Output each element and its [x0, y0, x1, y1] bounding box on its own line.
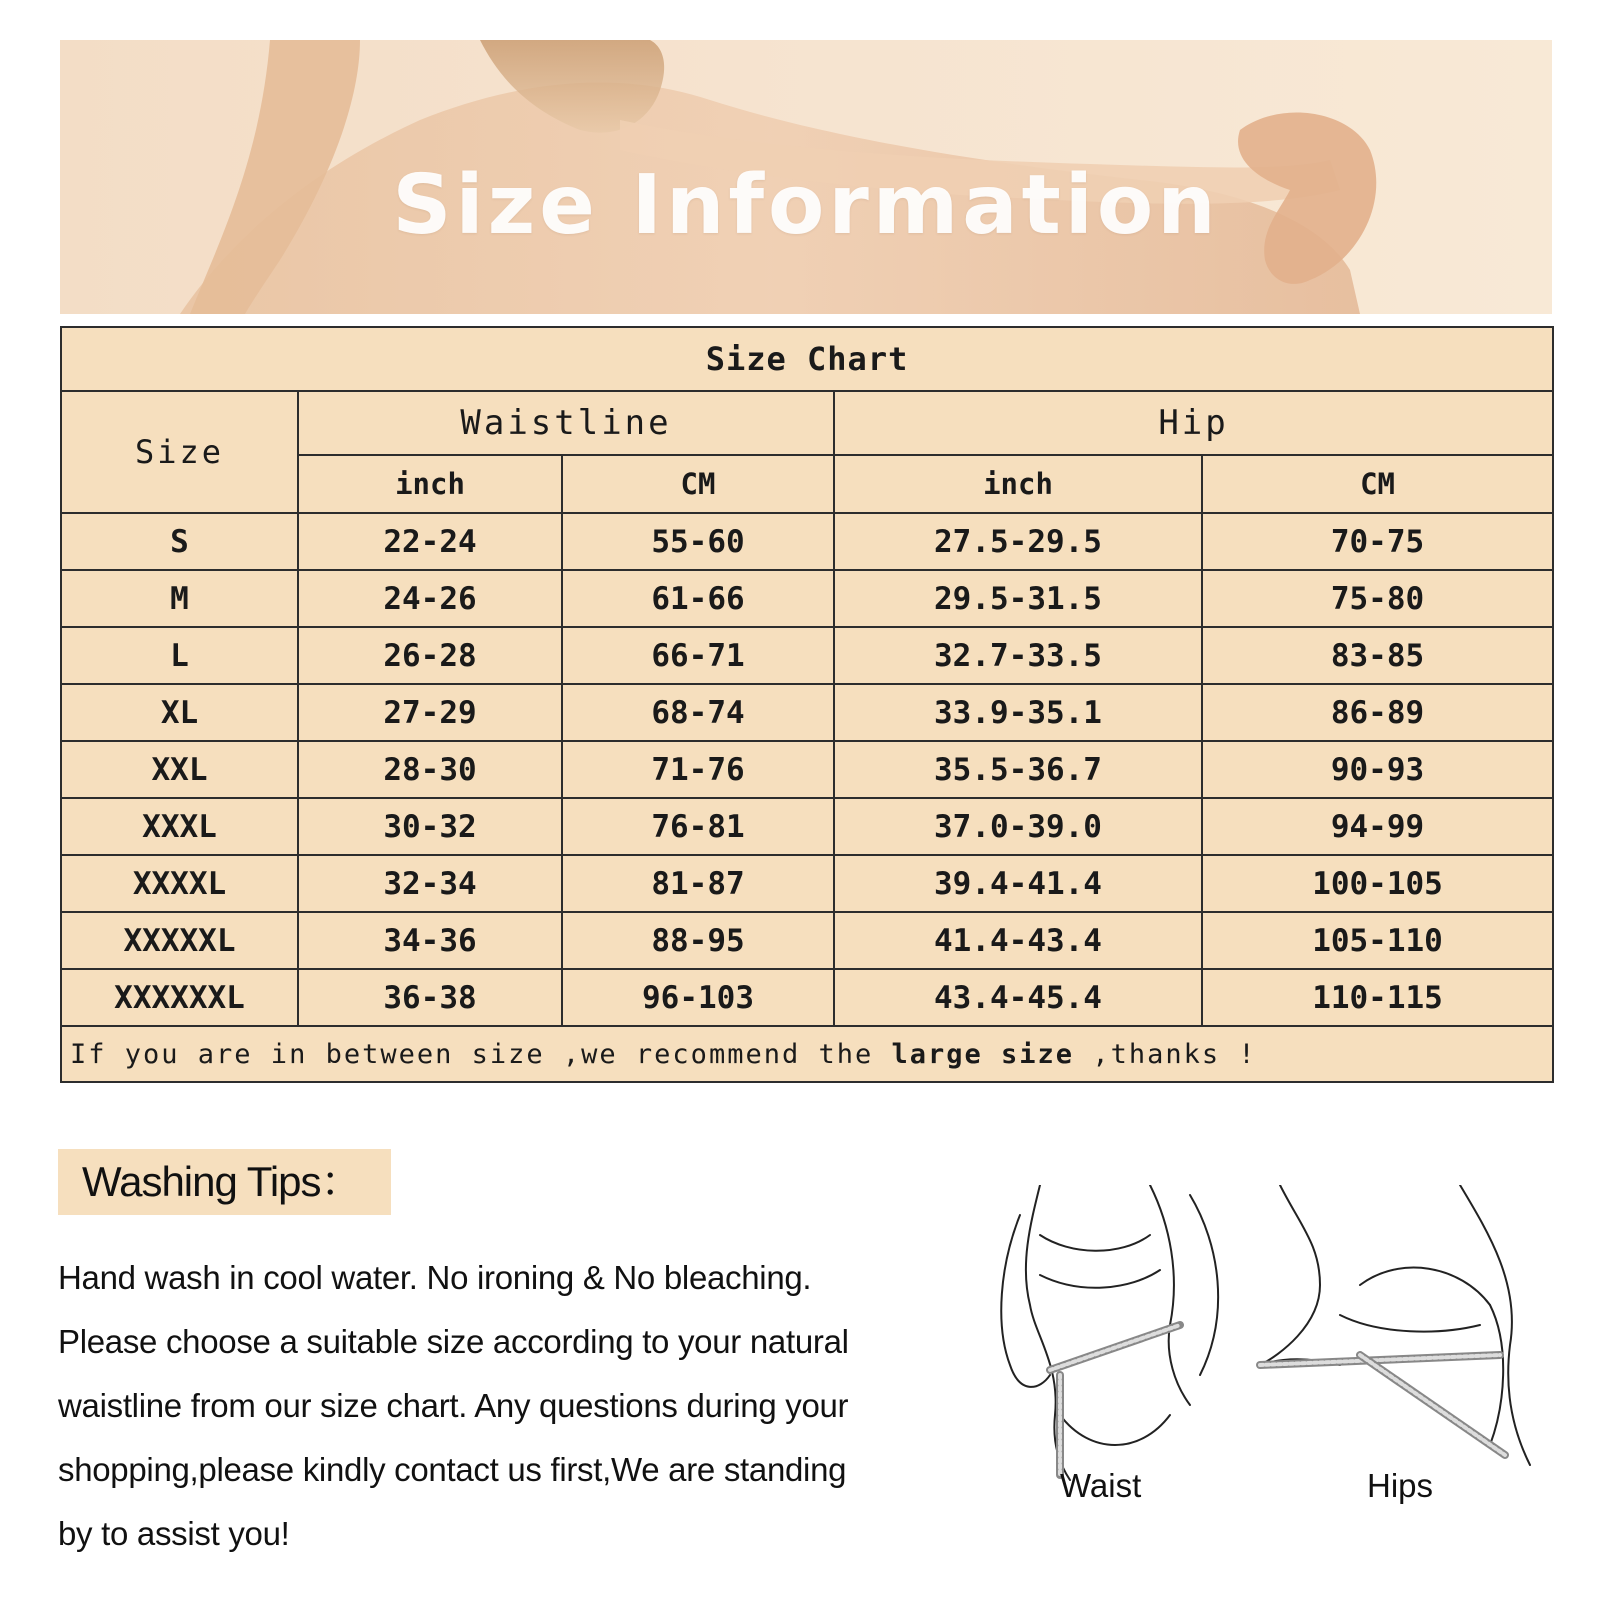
waist-inch-cell: 27-29 [298, 684, 562, 741]
hip-inch-header: inch [834, 455, 1202, 513]
hip-inch-cell: 39.4-41.4 [834, 855, 1202, 912]
size-cell: XL [61, 684, 298, 741]
waist-cm-cell: 81-87 [562, 855, 834, 912]
size-column-header: Size [61, 391, 298, 513]
hip-cm-cell: 100-105 [1202, 855, 1553, 912]
washing-tips-text [58, 1246, 988, 1566]
washing-tips-heading: Washing Tips： [58, 1149, 391, 1215]
waist-inch-cell: 22-24 [298, 513, 562, 570]
table-row [61, 855, 1553, 912]
hips-label: Hips [1367, 1467, 1434, 1504]
measurement-drawing [1000, 1185, 1580, 1485]
size-recommendation-note [61, 1026, 1553, 1082]
size-cell: XXXXL [61, 855, 298, 912]
waist-cm-cell: 71-76 [562, 741, 834, 798]
size-chart-table [60, 326, 1554, 1083]
size-cell: L [61, 627, 298, 684]
waist-inch-cell: 32-34 [298, 855, 562, 912]
waist-cm-cell: 96-103 [562, 969, 834, 1026]
washing-tip-line: Please choose a suitable size according to your natural [58, 1323, 849, 1360]
hip-inch-cell: 29.5-31.5 [834, 570, 1202, 627]
note-text-after: ,thanks ! [1074, 1038, 1257, 1070]
size-cell: XXL [61, 741, 298, 798]
size-cell: XXXXXL [61, 912, 298, 969]
hip-cm-cell: 75-80 [1202, 570, 1553, 627]
waist-inch-cell: 36-38 [298, 969, 562, 1026]
size-cell: M [61, 570, 298, 627]
table-row [61, 684, 1553, 741]
washing-tip-line: by to assist you! [58, 1515, 290, 1552]
waist-label: Waist [1060, 1467, 1142, 1504]
waist-cm-cell: 76-81 [562, 798, 834, 855]
waistline-group-header: Waistline [298, 391, 834, 455]
waist-cm-cell: 61-66 [562, 570, 834, 627]
hip-inch-cell: 35.5-36.7 [834, 741, 1202, 798]
size-cell: S [61, 513, 298, 570]
hip-cm-cell: 105-110 [1202, 912, 1553, 969]
table-group-header-row [61, 391, 1553, 455]
hip-inch-cell: 32.7-33.5 [834, 627, 1202, 684]
table-row [61, 741, 1553, 798]
waist-cm-cell: 68-74 [562, 684, 834, 741]
table-row [61, 513, 1553, 570]
waist-inch-cell: 28-30 [298, 741, 562, 798]
waist-cm-cell: 66-71 [562, 627, 834, 684]
hip-cm-cell: 110-115 [1202, 969, 1553, 1026]
hip-cm-cell: 70-75 [1202, 513, 1553, 570]
hip-inch-cell: 33.9-35.1 [834, 684, 1202, 741]
table-row [61, 912, 1553, 969]
size-cell: XXXL [61, 798, 298, 855]
hip-cm-header: CM [1202, 455, 1553, 513]
hip-group-header: Hip [834, 391, 1553, 455]
measurement-illustrations [1000, 1185, 1580, 1565]
waist-figure-drawing [1001, 1185, 1218, 1480]
washing-tip-line: waistline from our size chart. Any questions during your [58, 1387, 849, 1424]
hips-figure-drawing [1260, 1185, 1530, 1465]
hip-inch-cell: 43.4-45.4 [834, 969, 1202, 1026]
size-information-banner [60, 40, 1552, 314]
waist-inch-cell: 34-36 [298, 912, 562, 969]
hip-cm-cell: 83-85 [1202, 627, 1553, 684]
note-text-strong: large size [891, 1038, 1075, 1070]
hip-cm-cell: 86-89 [1202, 684, 1553, 741]
table-row [61, 798, 1553, 855]
hip-inch-cell: 27.5-29.5 [834, 513, 1202, 570]
waist-cm-header: CM [562, 455, 834, 513]
washing-tip-line: Hand wash in cool water. No ironing & No bleaching. [58, 1259, 812, 1296]
table-row [61, 627, 1553, 684]
table-note-row [61, 1026, 1553, 1082]
waist-cm-cell: 88-95 [562, 912, 834, 969]
table-row [61, 969, 1553, 1026]
hip-cm-cell: 94-99 [1202, 798, 1553, 855]
note-text-before: If you are in between size ,we recommend the [70, 1038, 892, 1070]
banner-title: Size Information [392, 158, 1220, 253]
table-title: Size Chart [61, 327, 1553, 391]
waist-inch-cell: 30-32 [298, 798, 562, 855]
waist-inch-cell: 24-26 [298, 570, 562, 627]
waist-cm-cell: 55-60 [562, 513, 834, 570]
table-title-row [61, 327, 1553, 391]
waist-inch-header: inch [298, 455, 562, 513]
hip-inch-cell: 41.4-43.4 [834, 912, 1202, 969]
waist-inch-cell: 26-28 [298, 627, 562, 684]
washing-tip-line: shopping,please kindly contact us first,We are standing [58, 1451, 847, 1488]
size-cell: XXXXXXL [61, 969, 298, 1026]
hip-inch-cell: 37.0-39.0 [834, 798, 1202, 855]
table-row [61, 570, 1553, 627]
hip-cm-cell: 90-93 [1202, 741, 1553, 798]
